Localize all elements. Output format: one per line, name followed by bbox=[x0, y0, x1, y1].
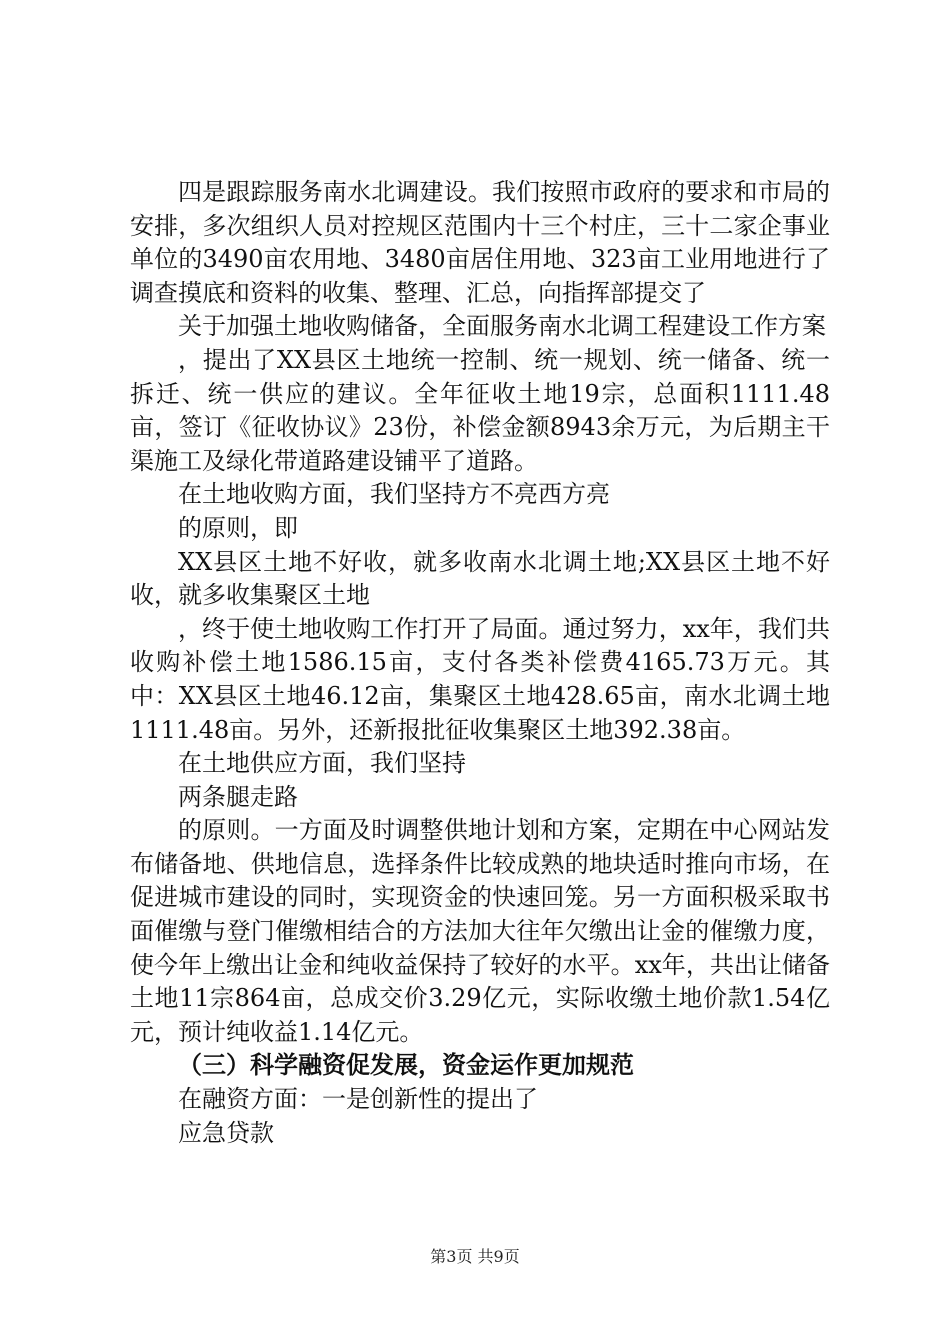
paragraph: 在土地供应方面，我们坚持 bbox=[178, 749, 466, 778]
paragraph: 在融资方面：一是创新性的提出了 bbox=[178, 1085, 538, 1114]
paragraph: 两条腿走路 bbox=[178, 782, 298, 811]
document-body bbox=[130, 176, 830, 1150]
paragraph: XX县区土地不好收，就多收南水北调土地;XX县区土地不好收，就多收集聚区土地 bbox=[130, 547, 830, 610]
paragraph: 在土地收购方面，我们坚持方不亮西方亮 bbox=[178, 480, 610, 509]
paragraph: ，终于使土地收购工作打开了局面。通过努力，xx年，我们共收购补偿土地1586.15亩，支付各类补偿费4165.73万元。其中：XX县区土地46.12亩，集聚区土地428.65亩，南水北调土地1111.48亩。另外，还新报批征收集聚区土地392.38亩。 bbox=[130, 614, 830, 744]
page-footer: 第3页 共9页 bbox=[430, 1247, 520, 1266]
paragraph: ，提出了XX县区土地统一控制、统一规划、统一储备、统一拆迁、统一供应的建议。全年征收土地19宗，总面积1111.48亩，签订《征收协议》23份，补偿金额8943余万元，为后期主干渠施工及绿化带道路建设铺平了道路。 bbox=[130, 345, 830, 475]
paragraph: 四是跟踪服务南水北调建设。我们按照市政府的要求和市局的安排，多次组织人员对控规区范围内十三个村庄，三十二家企事业单位的3490亩农用地、3480亩居住用地、323亩工业用地进行了调查摸底和资料的收集、整理、汇总，向指挥部提交了 bbox=[130, 178, 830, 307]
paragraph: 的原则，即 bbox=[178, 513, 298, 542]
paragraph: 应急贷款 bbox=[178, 1118, 274, 1147]
paragraph: 的原则。一方面及时调整供地计划和方案，定期在中心网站发布储备地、供地信息，选择条件比较成熟的地块适时推向市场，在促进城市建设的同时，实现资金的快速回笼。另一方面积极采取书面催缴与登门催缴相结合的方法加大往年欠缴出让金的催缴力度，使今年上缴出让金和纯收益保持了较好的水平。xx年，共出让储备土地11宗864亩，总成交价3.29亿元，实际收缴土地价款1.54亿元，预计纯收益1.14亿元。 bbox=[130, 816, 830, 1046]
section-heading: （三）科学融资促发展，资金运作更加规范 bbox=[178, 1051, 634, 1080]
paragraph: 关于加强土地收购储备，全面服务南水北调工程建设工作方案 bbox=[178, 312, 826, 341]
